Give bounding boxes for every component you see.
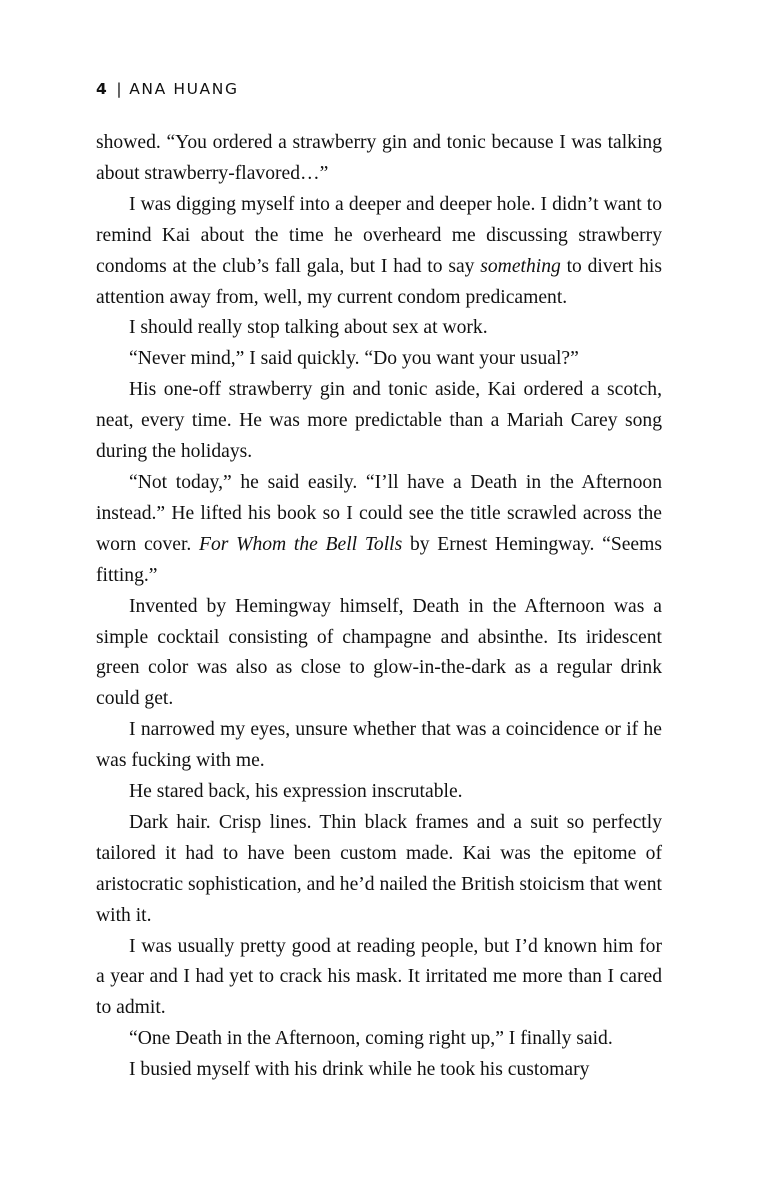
paragraph: I busied myself with his drink while he took his customary (129, 1059, 590, 1081)
paragraph: I should really stop talking about sex at work. (129, 317, 488, 339)
paragraph: “Not today,” he said easily. “I’ll have a Death in the Afternoon instead.” He lifted his book so I could see the title scrawled across the worn cover. For Whom the Bell Tolls by Ernest Hemingway. “Seems fitting.” (96, 471, 662, 586)
paragraph: Dark hair. Crisp lines. Thin black frames and a suit so perfectly tailored it had to have been custom made. Kai was the epitome of aristocratic sophistication, and he’d nailed the British stoicism that went with it. (96, 811, 662, 926)
paragraph: “One Death in the Afternoon, coming right up,” I finally said. (129, 1028, 613, 1050)
paragraph: He stared back, his expression inscrutable. (129, 781, 463, 803)
emphasis: something (480, 255, 561, 277)
paragraph: His one-off strawberry gin and tonic aside, Kai ordered a scotch, neat, every time. He was more predictable than a Mariah Carey song during the holidays. (96, 379, 662, 463)
header-separator: | (116, 80, 124, 98)
paragraph: Invented by Hemingway himself, Death in the Afternoon was a simple cocktail consisting of champagne and absinthe. Its iridescent green color was also as close to glow-in-the-dark as a regular drink could get. (96, 595, 662, 710)
paragraph: showed. “You ordered a strawberry gin and tonic because I was talking about strawberry-flavored…” (96, 132, 662, 184)
book-title: For Whom the Bell Tolls (199, 533, 403, 555)
page-number: 4 (96, 80, 109, 98)
book-page (96, 78, 662, 1086)
body-text (96, 128, 662, 1086)
paragraph: I was usually pretty good at reading people, but I’d known him for a year and I had yet to crack his mask. It irritated me more than I cared to admit. (96, 935, 662, 1019)
paragraph: “Never mind,” I said quickly. “Do you want your usual?” (129, 348, 579, 370)
running-head (96, 78, 662, 100)
paragraph: I was digging myself into a deeper and deeper hole. I didn’t want to remind Kai about the time he overheard me discussing strawberry condoms at the club’s fall gala, but I had to say something to divert his attention away from, well, my current condom predicament. (96, 193, 662, 308)
author-name: ANA HUANG (129, 80, 239, 98)
paragraph: I narrowed my eyes, unsure whether that was a coincidence or if he was fucking with me. (96, 719, 662, 772)
